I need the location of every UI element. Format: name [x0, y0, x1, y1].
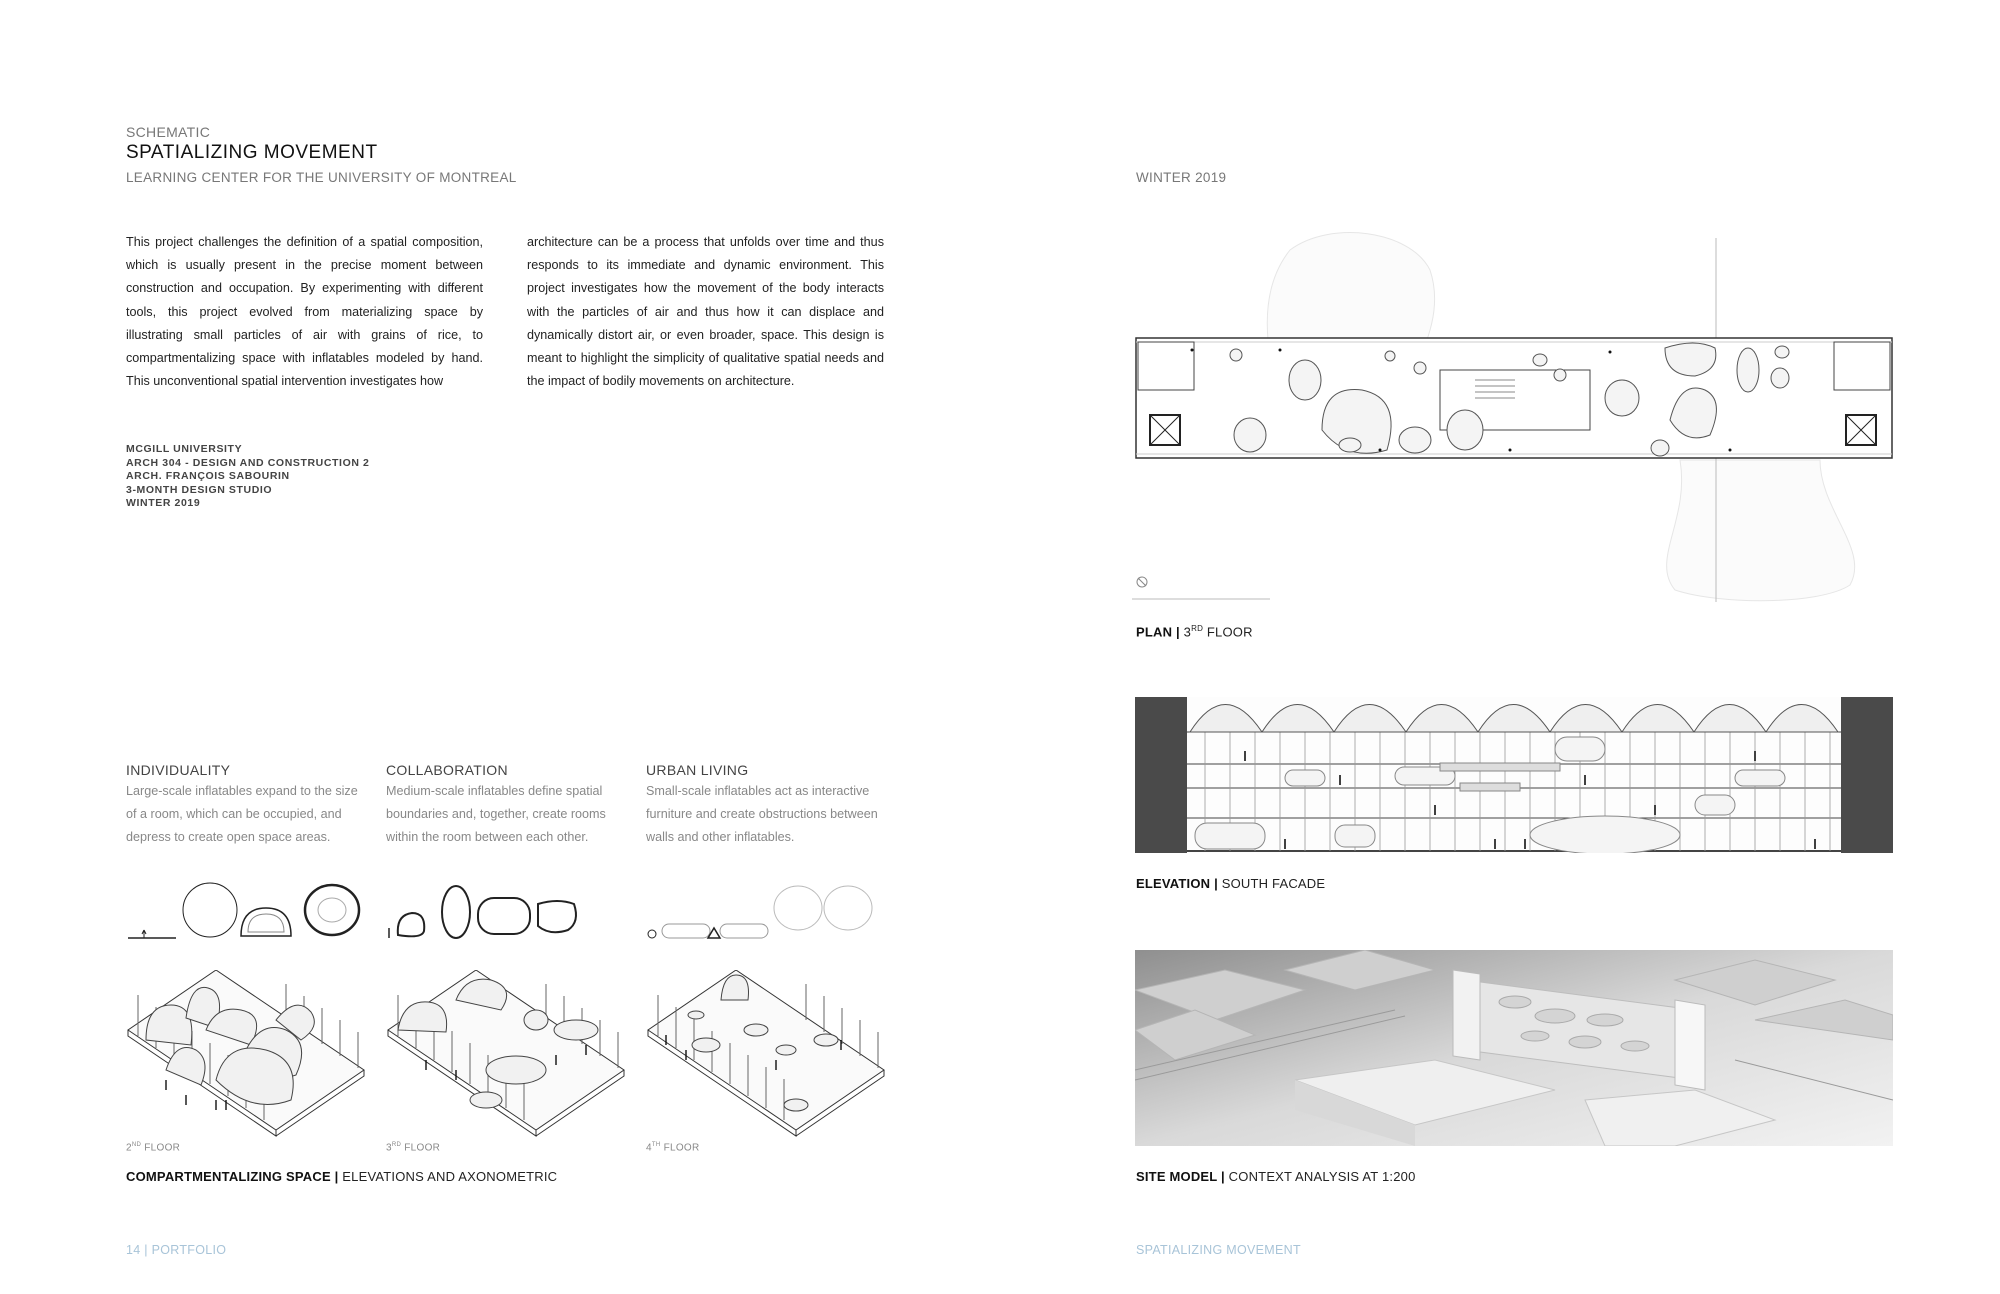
caption-compartmentalizing: COMPARTMENTALIZING SPACE | ELEVATIONS AND AXONOMETRIC [126, 1169, 558, 1184]
caption-plan: PLAN | 3RD FLOOR [1136, 624, 1253, 640]
season-label: WINTER 2019 [1136, 170, 1227, 185]
intro-column-1: This project challenges the definition of a spatial composition, which is usually present in the precise moment between construction and occupation. By experimenting with different tools, this project evolved from materializing space by illustrating small particles of air with grains of rice, to compartmentalizing space with inflatables modeled by hand. This unconventional spatial intervention investigates how [126, 235, 483, 389]
credit-line: ARCH 304 - DESIGN AND CONSTRUCTION 2 [126, 456, 370, 469]
concept-heading: INDIVIDUALITY [126, 762, 231, 778]
inflatable-elevations-drawing [126, 880, 896, 940]
credit-line: ARCH. FRANÇOIS SABOURIN [126, 470, 290, 482]
concept-text: Medium-scale inflatables define spatial boundaries and, together, create rooms within the room between each other. [386, 784, 606, 845]
concept-individuality [126, 762, 366, 850]
floor-label-2nd: 2ND FLOOR [126, 1142, 181, 1154]
page-title: SPATIALIZING MOVEMENT [126, 142, 378, 163]
page-subtitle: LEARNING CENTER FOR THE UNIVERSITY OF MONTREAL [126, 170, 517, 185]
concept-heading: COLLABORATION [386, 762, 508, 778]
axonometric-3rd-floor [386, 970, 626, 1140]
concept-urban-living [646, 762, 886, 850]
footer-page-number: 14 | PORTFOLIO [126, 1243, 227, 1257]
footer-project-name: SPATIALIZING MOVEMENT [1136, 1243, 1301, 1257]
concept-heading: URBAN LIVING [646, 762, 749, 778]
project-credits [126, 443, 369, 511]
credit-line: WINTER 2019 [126, 497, 201, 509]
axonometric-2nd-floor [126, 970, 366, 1140]
credit-line: 3-MONTH DESIGN STUDIO [126, 483, 273, 496]
axonometric-4th-floor [646, 970, 886, 1140]
section-eyebrow: SCHEMATIC [126, 124, 211, 140]
floor-plan-drawing [1130, 230, 1900, 610]
floor-label-3rd: 3RD FLOOR [386, 1142, 441, 1154]
concept-collaboration [386, 762, 626, 850]
concept-text: Small-scale inflatables act as interactive furniture and create obstructions between walls and other inflatables. [646, 784, 878, 845]
caption-elevation: ELEVATION | SOUTH FACADE [1136, 876, 1326, 891]
caption-site-model: SITE MODEL | CONTEXT ANALYSIS AT 1:200 [1136, 1169, 1416, 1184]
credit-line: MCGILL UNIVERSITY [126, 443, 243, 455]
concept-text: Large-scale inflatables expand to the size of a room, which can be occupied, and depress to create open space areas. [126, 784, 358, 845]
floor-label-4th: 4TH FLOOR [646, 1142, 700, 1154]
intro-column-2: architecture can be a process that unfolds over time and thus responds to its immediate and dynamic environment. This project investigates how the movement of the body interacts with the particles of air and thus how it can displace and dynamically distort air, or even broader, space. This design is meant to highlight the simplicity of qualitative spatial needs and the impact of bodily movements on architecture. [527, 235, 884, 389]
south-elevation-drawing [1135, 675, 1893, 853]
site-model-image [1135, 950, 1893, 1146]
